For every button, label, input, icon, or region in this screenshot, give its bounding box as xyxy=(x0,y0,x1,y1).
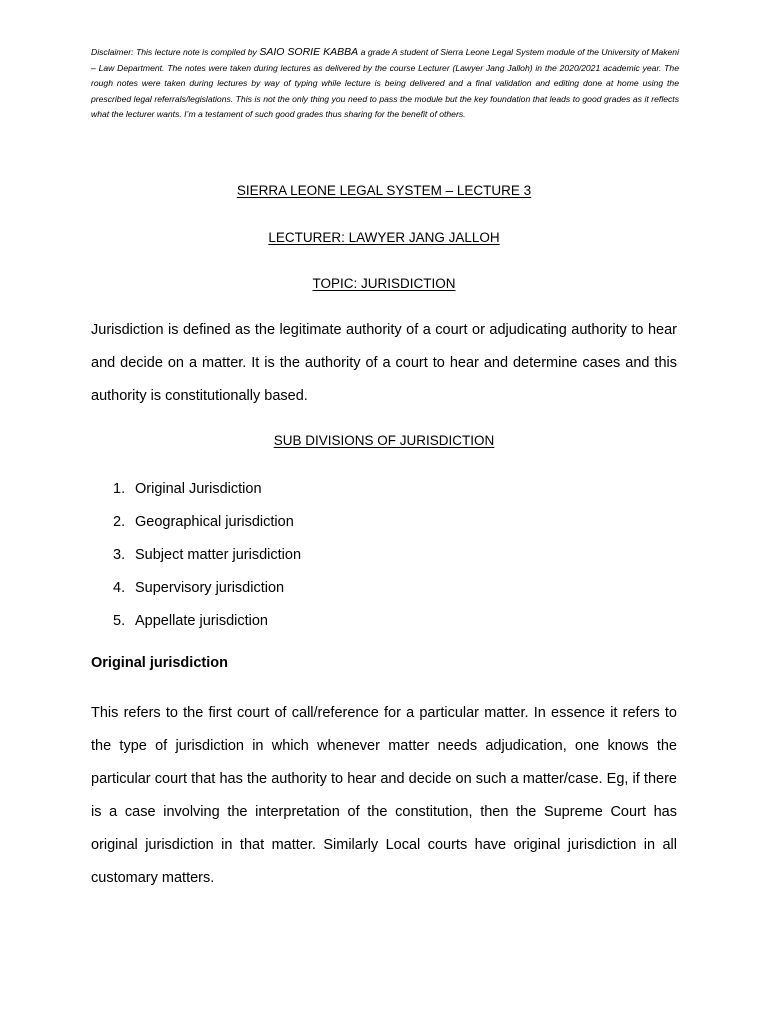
disclaimer-intro: Disclaimer: This lecture note is compiled by xyxy=(91,47,260,57)
disclaimer-author: SAIO SORIE KABBA xyxy=(259,46,359,58)
list-item-text: Geographical jurisdiction xyxy=(135,514,294,530)
list-item-number: 3. xyxy=(113,547,126,563)
disclaimer-body: a grade A student of Sierra Leone Legal System module of the University of Makeni – Law Department. The notes were taken during lectures as delivered by the course Lecturer (Lawyer Jang Jalloh) in the 2020/2021 academic year. The rough notes were taken during lectures by way of typing while lecture is being delivered and a final validation and editing done at home using the prescribed legal referrals/legislations. This is not the only thing you need to pass the module but the key foundation that leads to good grades as it reflects what the lecturer wants. I’m a testament of such good grades thus sharing for the benefit of others. xyxy=(91,47,679,119)
list-item-number: 4. xyxy=(113,580,126,596)
list-item xyxy=(113,475,301,508)
list-item xyxy=(113,607,301,640)
list-item-text: Supervisory jurisdiction xyxy=(135,580,285,596)
list-item-number: 5. xyxy=(113,613,126,629)
list-item xyxy=(113,508,301,541)
topic-heading: TOPIC: JURISDICTION xyxy=(312,276,456,291)
list-item-number: 2. xyxy=(113,514,126,530)
lecturer-heading: LECTURER: LAWYER JANG JALLOH xyxy=(268,230,500,245)
list-item-text: Original Jurisdiction xyxy=(135,481,262,497)
original-jurisdiction-heading: Original jurisdiction xyxy=(91,655,228,671)
subdivisions-heading: SUB DIVISIONS OF JURISDICTION xyxy=(273,433,495,448)
list-item-text: Subject matter jurisdiction xyxy=(135,547,302,563)
intro-paragraph: Jurisdiction is defined as the legitimate authority of a court or adjudicating authority to hear and decide on a matter. It is the authority of a court to hear and determine cases and this authority is constitutionally based. xyxy=(91,322,677,404)
list-item-text: Appellate jurisdiction xyxy=(135,613,268,629)
list-item xyxy=(113,541,301,574)
original-jurisdiction-paragraph: This refers to the first court of call/reference for a particular matter. In essence it refers to the type of jurisdiction in which whenever matter needs adjudication, one knows the particular court that has the authority to hear and decide on such a matter/case. Eg, if there is a case involving the interpretation of the constitution, then the Supreme Court has original jurisdiction in that matter. Similarly Local courts have original jurisdiction in all customary matters. xyxy=(91,705,677,886)
subdivision-list xyxy=(113,475,301,640)
lecture-title: SIERRA LEONE LEGAL SYSTEM – LECTURE 3 xyxy=(236,183,532,198)
disclaimer-note xyxy=(91,45,679,123)
list-item-number: 1. xyxy=(113,481,126,497)
list-item xyxy=(113,574,301,607)
